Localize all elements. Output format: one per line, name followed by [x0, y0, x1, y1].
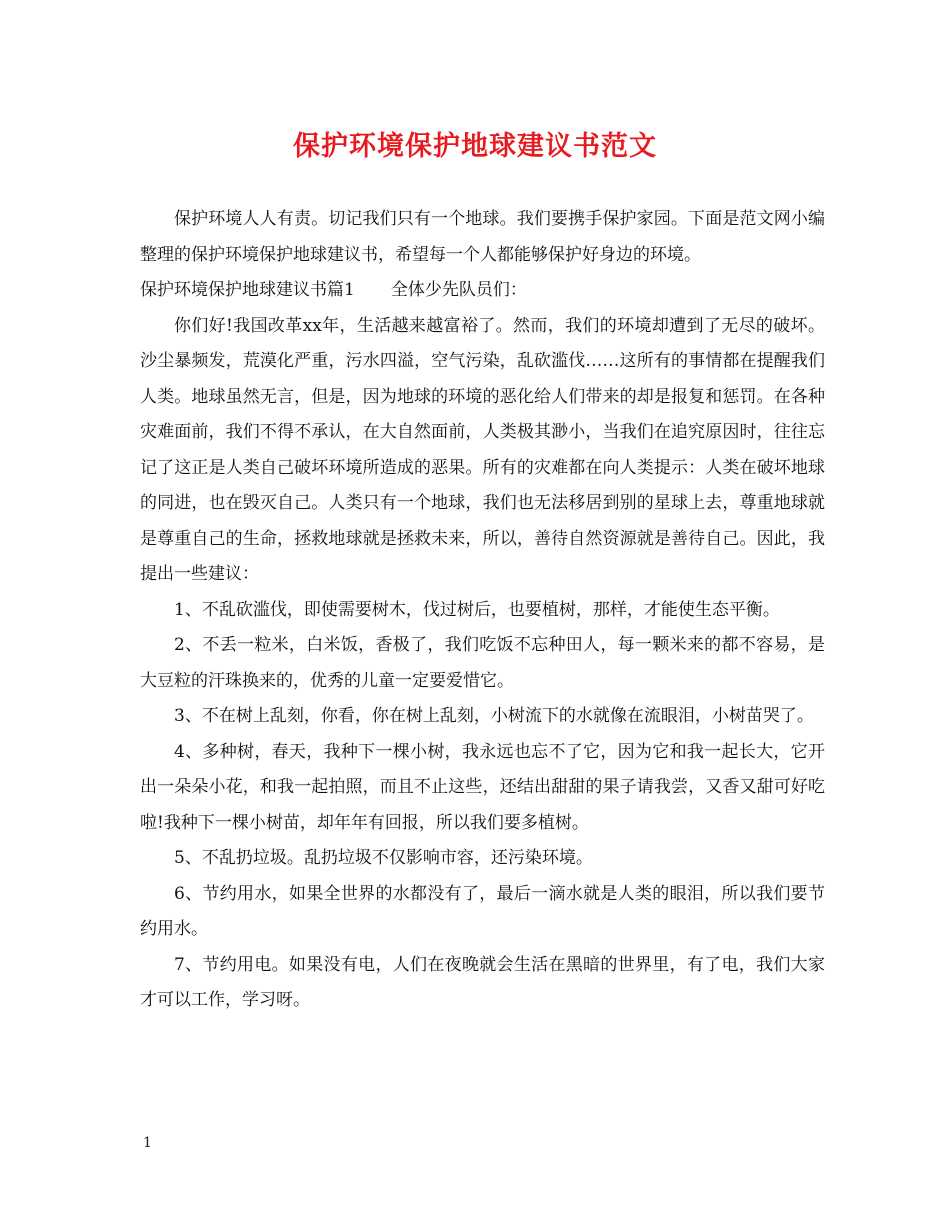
page-number: 1 — [143, 1135, 152, 1151]
intro-paragraph: 保护环境人人有责。切记我们只有一个地球。我们要携手保护家园。下面是范文网小编整理的保护环境保护地球建议书，希望每一个人都能够保护好身边的环境。 — [140, 209, 825, 265]
suggestion-item: 6、节约用水，如果全世界的水都没有了，最后一滴水就是人类的眼泪，所以我们要节约用水。 — [140, 883, 825, 939]
section-heading: 保护环境保护地球建议书篇1 — [140, 280, 355, 300]
suggestion-item: 2、不丢一粒米，白米饭，香极了，我们吃饭不忘种田人，每一颗米来的都不容易，是大豆粒的汗珠换来的，优秀的儿童一定要爱惜它。 — [140, 635, 825, 691]
document-title: 保护环境保护地球建议书范文 — [293, 131, 657, 162]
document-body — [140, 202, 825, 1019]
suggestion-item: 1、不乱砍滥伐，即使需要树木，伐过树后，也要植树，那样，才能使生态平衡。 — [174, 599, 780, 620]
main-paragraph: 你们好!我国改革xx年，生活越来越富裕了。然而，我们的环境却遭到了无尽的破坏。沙尘暴频发，荒漠化严重，污水四溢，空气污染，乱砍滥伐……这所有的事情都在提醒我们人类。地球虽然无言，但是，因为地球的环境的恶化给人们带来的却是报复和惩罚。在各种灾难面前，我们不得不承认，在大自然面前，人类极其渺小，当我们在追究原因时，往往忘记了这正是人类自己破坏环境所造成的恶果。所有的灾难都在向人类提示：人类在破坏地球的同进，也在毁灭自己。人类只有一个地球，我们也无法移居到别的星球上去，尊重地球就是尊重自己的生命，拯救地球就是拯救未来，所以，善待自然资源就是善待自己。因此，我提出一些建议： — [140, 315, 825, 584]
suggestion-item: 4、多种树，春天，我种下一棵小树，我永远也忘不了它，因为它和我一起长大，它开出一朵朵小花，和我一起拍照，而且不止这些，还结出甜甜的果子请我尝，又香又甜可好吃啦!我种下一棵小树苗，却年年有回报，所以我们要多植树。 — [140, 741, 825, 833]
suggestion-item: 3、不在树上乱刻，你看，你在树上乱刻，小树流下的水就像在流眼泪，小树苗哭了。 — [174, 706, 814, 726]
suggestion-item: 7、节约用电。如果没有电，人们在夜晚就会生活在黑暗的世界里，有了电，我们大家才可以工作，学习呀。 — [140, 954, 825, 1010]
section-heading-line — [140, 273, 825, 309]
salutation: 全体少先队员们： — [390, 280, 527, 300]
suggestion-item: 5、不乱扔垃圾。乱扔垃圾不仅影响市容，还污染环境。 — [174, 848, 593, 868]
